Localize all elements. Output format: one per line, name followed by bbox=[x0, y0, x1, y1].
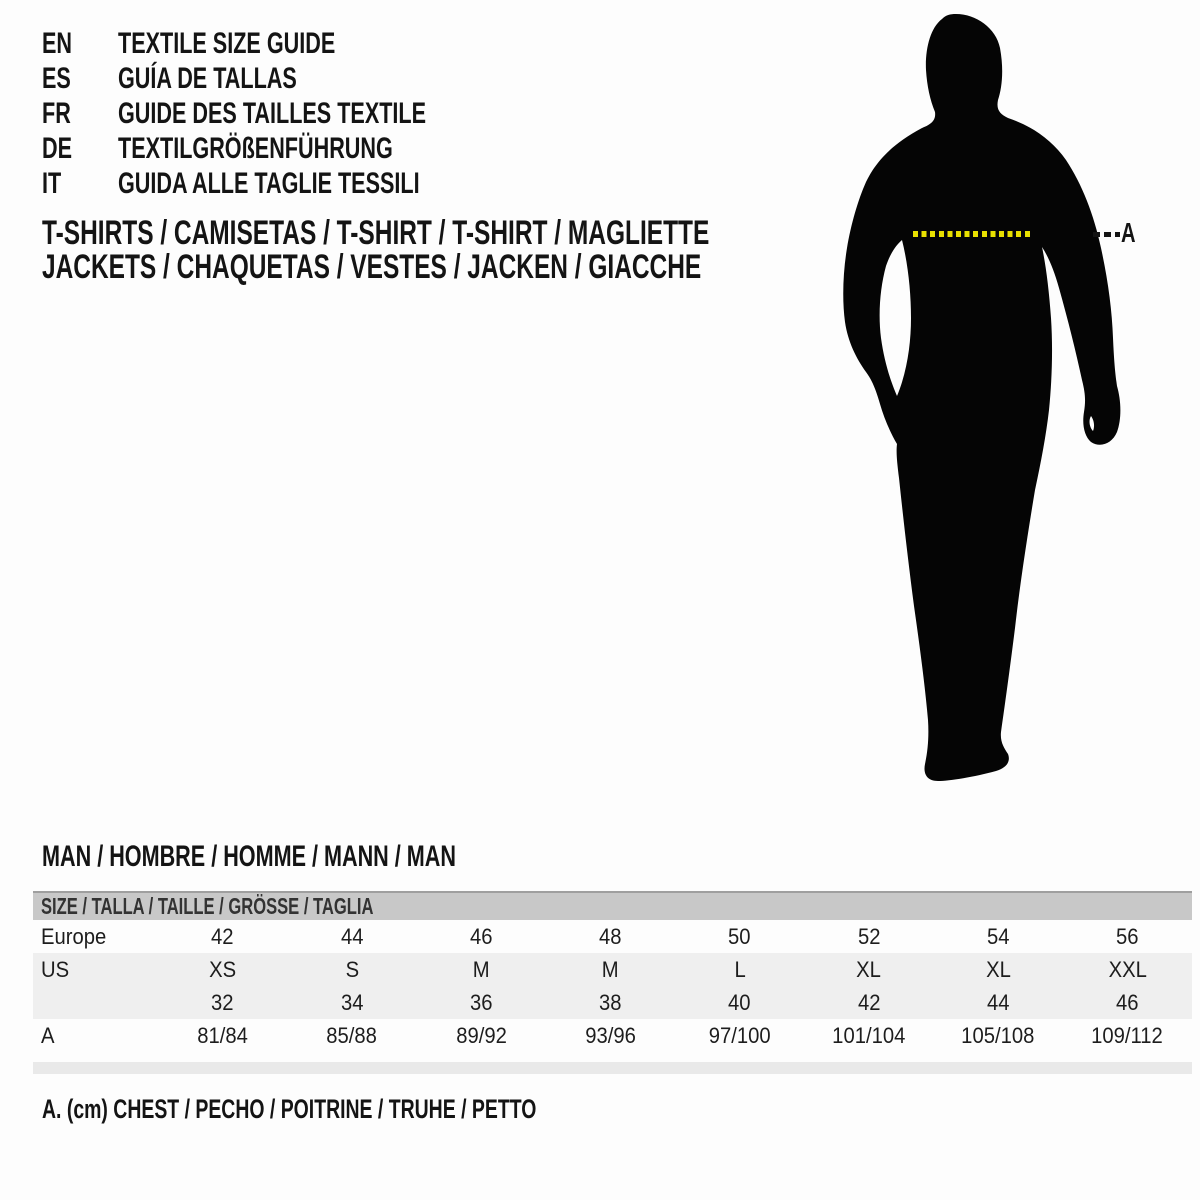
size-table-header: SIZE / TALLA / TAILLE / GRÖSSE / TAGLIA bbox=[41, 893, 374, 919]
language-row bbox=[42, 131, 546, 166]
size-cell: 32 bbox=[211, 990, 234, 1015]
size-cell: XS bbox=[209, 957, 237, 982]
size-cell: XL bbox=[985, 957, 1011, 982]
language-code: DE bbox=[42, 132, 73, 165]
language-row bbox=[42, 96, 546, 131]
size-cell: 48 bbox=[599, 924, 622, 949]
size-cell: S bbox=[345, 957, 359, 982]
table-row bbox=[33, 1019, 1192, 1052]
chest-measure-line bbox=[913, 231, 1031, 237]
size-cell: 40 bbox=[728, 990, 751, 1015]
language-code: FR bbox=[42, 97, 71, 130]
size-cell: 81/84 bbox=[197, 1023, 248, 1048]
size-cell: 46 bbox=[469, 924, 493, 949]
size-cell: 38 bbox=[599, 990, 622, 1015]
size-cell: 44 bbox=[340, 924, 364, 949]
section-heading: MAN / HOMBRE / HOMME / MANN / MAN bbox=[42, 840, 456, 873]
size-cell: L bbox=[733, 957, 746, 982]
size-cell: 46 bbox=[1116, 990, 1139, 1015]
measure-label-a: A bbox=[1121, 217, 1136, 248]
size-cell: 56 bbox=[1116, 924, 1139, 949]
size-cell: 34 bbox=[340, 990, 364, 1015]
size-cell: 109/112 bbox=[1091, 1023, 1164, 1048]
man-silhouette bbox=[830, 0, 1160, 800]
row-label: Europe bbox=[41, 924, 107, 949]
size-cell: 42 bbox=[211, 924, 234, 949]
guide-title: GUIDE DES TAILLES TEXTILE bbox=[118, 97, 427, 130]
language-code: EN bbox=[42, 27, 73, 60]
language-code: IT bbox=[42, 167, 62, 200]
size-cell: 85/88 bbox=[326, 1023, 378, 1048]
size-cell: 89/92 bbox=[455, 1023, 507, 1048]
row-label: A bbox=[41, 1023, 55, 1048]
size-cell: 54 bbox=[986, 924, 1010, 949]
size-cell: 36 bbox=[469, 990, 493, 1015]
size-cell: 52 bbox=[857, 924, 881, 949]
size-cell: 50 bbox=[728, 924, 751, 949]
language-code: ES bbox=[42, 62, 71, 95]
guide-title: TEXTILGRÖßENFÜHRUNG bbox=[118, 132, 393, 165]
size-cell: 101/104 bbox=[832, 1023, 906, 1048]
size-table bbox=[33, 891, 1192, 1074]
measurement-footnote: A. (cm) CHEST / PECHO / POITRINE / TRUHE / PETTO bbox=[42, 1094, 537, 1124]
size-cell: M bbox=[601, 957, 619, 982]
size-table-header-bar bbox=[33, 891, 1192, 920]
row-label: US bbox=[41, 957, 70, 982]
size-cell: XL bbox=[856, 957, 882, 982]
table-row bbox=[33, 986, 1192, 1019]
language-row bbox=[42, 61, 546, 96]
size-cell: 97/100 bbox=[708, 1023, 771, 1048]
category-line: T-SHIRTS / CAMISETAS / T-SHIRT / T-SHIRT / MAGLIETTE bbox=[42, 214, 710, 252]
size-cell: 93/96 bbox=[585, 1023, 636, 1048]
language-row bbox=[42, 26, 546, 61]
table-bottom-bar bbox=[33, 1062, 1192, 1074]
table-row bbox=[33, 920, 1192, 953]
guide-title: TEXTILE SIZE GUIDE bbox=[118, 27, 336, 60]
guide-title: GUÍA DE TALLAS bbox=[118, 62, 297, 95]
table-row bbox=[33, 953, 1192, 986]
language-row bbox=[42, 166, 546, 201]
size-cell: XXL bbox=[1108, 957, 1147, 982]
size-cell: 42 bbox=[857, 990, 881, 1015]
language-list bbox=[42, 26, 546, 201]
category-line: JACKETS / CHAQUETAS / VESTES / JACKEN / GIACCHE bbox=[42, 248, 702, 286]
measure-callout-dash bbox=[1093, 232, 1120, 237]
guide-title: GUIDA ALLE TAGLIE TESSILI bbox=[118, 167, 420, 200]
size-cell: 105/108 bbox=[961, 1023, 1035, 1048]
size-cell: 44 bbox=[986, 990, 1010, 1015]
size-cell: M bbox=[472, 957, 490, 982]
